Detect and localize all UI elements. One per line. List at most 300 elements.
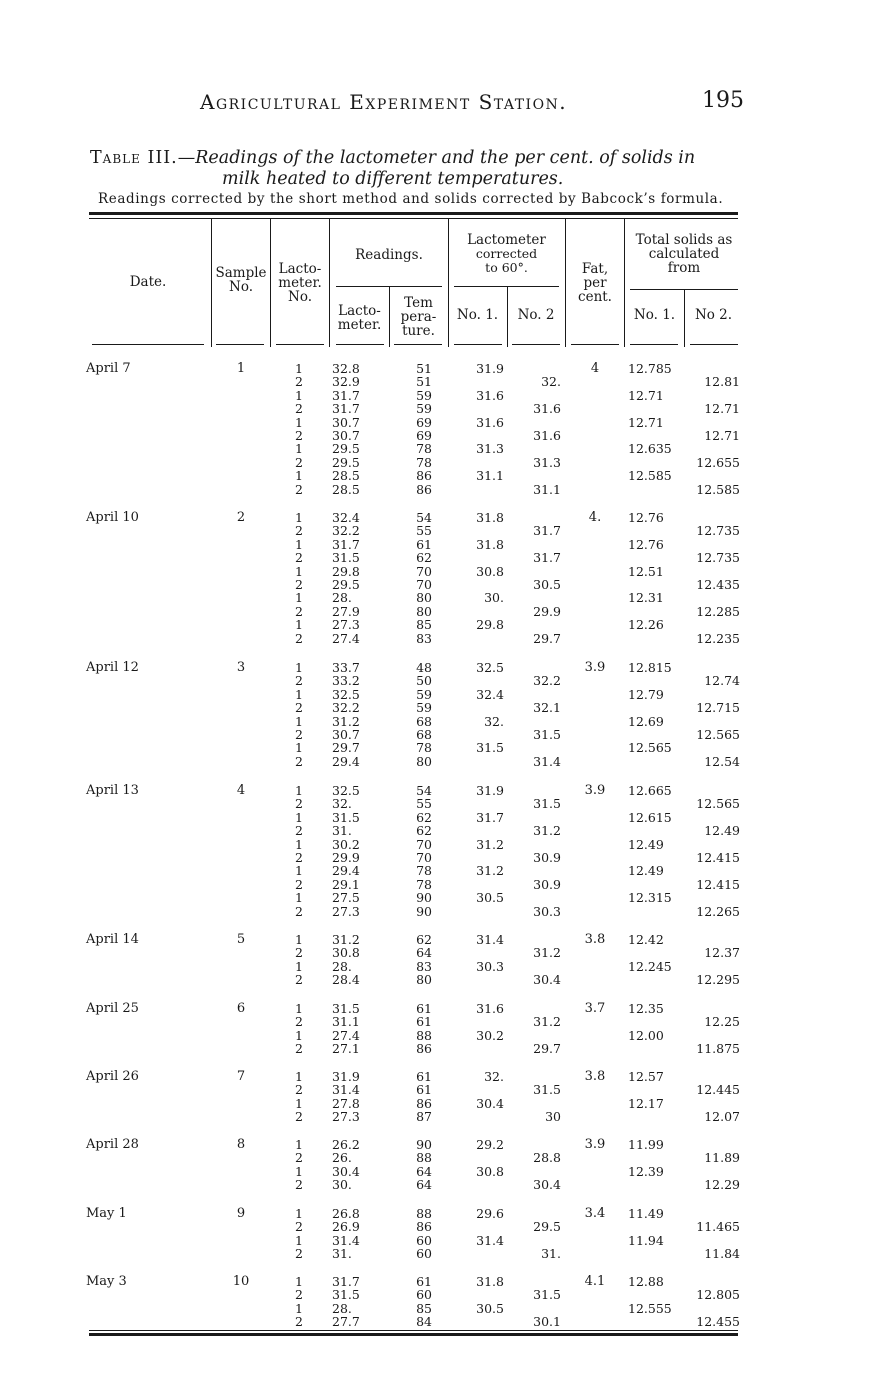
table-cell: 30. (332, 1177, 352, 1193)
table-cell: 31.5 (332, 809, 360, 825)
table-cell: 12.54 (704, 753, 740, 769)
table-cell: 27.7 (332, 1314, 360, 1330)
table-cell: 12.565 (696, 727, 740, 742)
table-cell: 62 (416, 932, 432, 947)
table-cell: 32. (541, 374, 561, 390)
table-cell: 27.4 (332, 1027, 360, 1043)
table-cell: 1 (295, 1095, 303, 1111)
table-cell: 31.6 (533, 401, 561, 417)
table-cell: 86 (416, 1095, 432, 1111)
table-cell: 2 (295, 1014, 303, 1030)
table-cell: 12.715 (696, 700, 740, 716)
table-cell: 29.5 (332, 441, 360, 457)
table-cell: 1 (295, 361, 303, 376)
table-cell: 12.295 (696, 972, 740, 988)
table-cell: 1 (295, 414, 303, 430)
col-header-corrected-no2: No. 2 (517, 307, 555, 323)
table-cell: 2 (295, 401, 303, 417)
table-cell: 27.3 (332, 617, 360, 633)
table-cell: 78 (416, 441, 432, 457)
table-cell: 30.8 (332, 945, 360, 961)
table-cell: 12.49 (628, 863, 664, 879)
running-title: Agricultural Experiment Station. (200, 90, 568, 114)
table-cell: 12.37 (704, 945, 740, 961)
table-cell: 31.9 (476, 361, 504, 376)
header-underline (276, 344, 324, 345)
date-cell: April 10 (86, 510, 139, 525)
header-line: corrected (475, 246, 538, 261)
table-cell: 33.2 (332, 673, 360, 689)
table-cell: 64 (416, 1177, 432, 1193)
table-cell: 32. (484, 1069, 504, 1084)
table-caption-line1: —Readings of the lactometer and the per cent. of solids in (177, 148, 696, 168)
table-cell: 30.7 (332, 428, 360, 443)
table-cell: 31.4 (476, 932, 504, 947)
table-cell: 31.2 (476, 836, 504, 852)
table-cell: 12.49 (628, 836, 664, 852)
table-cell: 1 (295, 932, 303, 947)
table-cell: 12.235 (696, 630, 740, 646)
table-cell: 31.2 (533, 1014, 561, 1030)
top-rule-thin (89, 218, 738, 219)
table-cell: 90 (416, 890, 432, 906)
table-cell: 31.6 (533, 428, 561, 443)
table-cell: 29.4 (332, 863, 360, 879)
header-line: Lacto- (278, 261, 322, 277)
col-header-date: Date. (129, 274, 167, 290)
table-cell: 2 (295, 1109, 303, 1125)
table-cell: 90 (416, 1137, 432, 1152)
table-cell: 2 (295, 876, 303, 892)
table-cell: 2 (295, 630, 303, 646)
table-cell: 83 (416, 958, 432, 974)
table-cell: 61 (416, 536, 432, 552)
col-header-readings-lactometer (330, 304, 389, 332)
table-cell: 30.4 (533, 972, 561, 988)
table-cell: 2 (295, 972, 303, 988)
table-cell: 12.69 (628, 713, 664, 729)
table-cell: 31.7 (332, 536, 360, 552)
table-cell: 32.5 (476, 660, 504, 675)
table-cell: 86 (416, 1041, 432, 1057)
table-cell: 12.51 (628, 563, 664, 579)
table-cell: 1 (295, 863, 303, 879)
bottom-rule-thick (89, 1333, 738, 1336)
table-cell: 12.245 (628, 958, 672, 974)
table-cell: 31.6 (476, 387, 504, 403)
table-cell: 28. (332, 958, 352, 974)
table-cell: 1 (295, 836, 303, 852)
fat-cell: 4 (590, 361, 600, 376)
table-cell: 2 (295, 481, 303, 497)
fat-cell: 3.4 (584, 1206, 606, 1221)
table-cell: 31.5 (533, 1082, 561, 1098)
table-cell: 31.5 (533, 796, 561, 812)
table-cell: 2 (295, 700, 303, 716)
table-cell: 31.2 (533, 823, 561, 839)
fat-cell: 4.1 (584, 1274, 606, 1289)
table-cell: 26. (332, 1150, 352, 1166)
table-cell: 26.8 (332, 1206, 360, 1221)
table-cell: 61 (416, 1274, 432, 1289)
table-cell: 12.31 (628, 590, 664, 606)
table-cell: 59 (416, 401, 432, 417)
table-cell: 12.615 (628, 809, 672, 825)
sample-cell: 8 (236, 1137, 246, 1152)
table-caption-line2: milk heated to different temperatures. (222, 169, 564, 189)
table-cell: 29.5 (332, 577, 360, 592)
table-cell: 31.5 (533, 1287, 561, 1303)
table-cell: 1 (295, 617, 303, 633)
table-cell: 30.8 (476, 1163, 504, 1179)
col-header-corrected-no1: No. 1. (456, 307, 499, 323)
table-cell: 12.815 (628, 660, 672, 675)
table-cell: 32.4 (476, 686, 504, 702)
table-cell: 1 (295, 590, 303, 606)
table-cell: 31.6 (476, 414, 504, 430)
table-cell: 1 (295, 740, 303, 756)
table-cell: 1 (295, 1274, 303, 1289)
table-cell: 31.3 (533, 454, 561, 470)
sample-cell: 9 (236, 1206, 246, 1221)
table-cell: 31.4 (476, 1232, 504, 1248)
table-cell: 31.7 (533, 523, 561, 539)
table-cell: 60 (416, 1232, 432, 1248)
table-cell: 31. (541, 1246, 561, 1262)
table-cell: 60 (416, 1287, 432, 1303)
table-cell: 51 (416, 361, 432, 376)
table-cell: 29.4 (332, 753, 360, 769)
col-header-total-no2: No 2. (694, 307, 733, 323)
table-cell: 31.5 (533, 727, 561, 742)
table-cell: 30 (545, 1109, 561, 1125)
fat-cell: 3.8 (584, 1069, 606, 1084)
table-cell: 12.265 (696, 903, 740, 919)
table-cell: 30.5 (533, 577, 561, 592)
header-line: Lacto- (338, 303, 381, 319)
table-cell: 32.2 (332, 523, 360, 539)
table-cell: 1 (295, 387, 303, 403)
table-cell: 2 (295, 577, 303, 592)
table-cell: 55 (416, 523, 432, 539)
table-cell: 1 (295, 441, 303, 457)
table-cell: 31.7 (476, 809, 504, 825)
table-cell: 2 (295, 1082, 303, 1098)
table-cell: 2 (295, 523, 303, 539)
table-cell: 29.9 (533, 603, 561, 619)
date-cell: April 13 (86, 783, 139, 798)
table-cell: 32.1 (533, 700, 561, 716)
table-cell: 12.35 (628, 1001, 664, 1016)
table-cell: 64 (416, 945, 432, 961)
date-cell: April 12 (86, 660, 139, 675)
table-cell: 30.3 (533, 903, 561, 919)
table-cell: 12.565 (696, 796, 740, 812)
date-cell: April 7 (86, 361, 131, 376)
table-cell: 2 (295, 673, 303, 689)
table-cell: 1 (295, 468, 303, 484)
table-cell: 31.4 (533, 753, 561, 769)
table-cell: 29.9 (332, 850, 360, 865)
table-cell: 2 (295, 603, 303, 619)
table-cell: 12.315 (628, 890, 672, 906)
table-cell: 30.9 (533, 850, 561, 865)
table-cell: 50 (416, 673, 432, 689)
fat-cell: 3.7 (584, 1001, 606, 1016)
table-cell: 31.7 (332, 401, 360, 417)
table-cell: 1 (295, 958, 303, 974)
table-cell: 30.7 (332, 727, 360, 742)
table-cell: 12.785 (628, 361, 672, 376)
table-cell: 29.7 (533, 1041, 561, 1057)
table-cell: 85 (416, 1300, 432, 1316)
table-cell: 12.555 (628, 1300, 672, 1316)
header-underline (336, 344, 384, 345)
table-cell: 31.7 (533, 550, 561, 566)
table-cell: 31.9 (332, 1069, 360, 1084)
table-cell: 32. (484, 713, 504, 729)
table-cell: 90 (416, 903, 432, 919)
table-cell: 62 (416, 823, 432, 839)
table-cell: 30.1 (533, 1314, 561, 1330)
header-line: Total solids as (635, 232, 733, 248)
date-cell: April 26 (86, 1069, 139, 1084)
table-cell: 2 (295, 550, 303, 566)
table-cell: 62 (416, 809, 432, 825)
date-cell: May 3 (86, 1274, 127, 1289)
table-cell: 31.4 (332, 1232, 360, 1248)
table-cell: 12.415 (696, 850, 740, 865)
table-cell: 1 (295, 686, 303, 702)
table-cell: 1 (295, 563, 303, 579)
table-cell: 28.8 (533, 1150, 561, 1166)
table-cell: 78 (416, 863, 432, 879)
table-cell: 29.7 (533, 630, 561, 646)
table-cell: 12.25 (704, 1014, 740, 1030)
table-cell: 2 (295, 823, 303, 839)
table-cell: 31.7 (332, 387, 360, 403)
table-cell: 31.1 (533, 481, 561, 497)
col-header-fat (566, 262, 624, 304)
table-cell: 32.8 (332, 361, 360, 376)
table-cell: 29.2 (476, 1137, 504, 1152)
sample-cell: 1 (236, 361, 246, 376)
table-cell: 59 (416, 700, 432, 716)
table-cell: 80 (416, 753, 432, 769)
table-cell: 2 (295, 1150, 303, 1166)
table-cell: 28.5 (332, 481, 360, 497)
table-title (90, 148, 750, 190)
col-header-readings: Readings. (355, 247, 423, 263)
table-cell: 68 (416, 727, 432, 742)
table-cell: 29.1 (332, 876, 360, 892)
table-cell: 61 (416, 1069, 432, 1084)
table-cell: 11.84 (704, 1246, 740, 1262)
table-cell: 88 (416, 1027, 432, 1043)
table-cell: 12.07 (704, 1109, 740, 1125)
header-line: per (583, 275, 607, 291)
table-cell: 29.5 (533, 1219, 561, 1235)
table-cell: 11.89 (704, 1150, 740, 1166)
table-cell: 30.2 (476, 1027, 504, 1043)
table-cell: 11.94 (628, 1232, 664, 1248)
table-cell: 12.655 (696, 454, 740, 470)
table-cell: 12.71 (704, 401, 740, 417)
sample-cell: 10 (232, 1274, 250, 1289)
table-cell: 12.79 (628, 686, 664, 702)
col-header-corrected (448, 233, 565, 275)
fat-cell: 3.9 (584, 660, 606, 675)
table-cell: 31.6 (476, 1001, 504, 1016)
table-cell: 2 (295, 428, 303, 443)
table-cell: 61 (416, 1014, 432, 1030)
table-cell: 86 (416, 481, 432, 497)
header-underline (394, 344, 442, 345)
table-cell: 60 (416, 1246, 432, 1262)
table-cell: 30.7 (332, 414, 360, 430)
table-cell: 70 (416, 577, 432, 592)
table-cell: 11.49 (628, 1206, 664, 1221)
table-cell: 30.4 (533, 1177, 561, 1193)
table-cell: 2 (295, 1246, 303, 1262)
table-subtitle: Readings corrected by the short method and solids corrected by Babcock’s formula. (98, 191, 724, 207)
table-cell: 2 (295, 903, 303, 919)
table-cell: 29.6 (476, 1206, 504, 1221)
table-cell: 30.4 (476, 1095, 504, 1111)
table-cell: 30.9 (533, 876, 561, 892)
table-cell: 1 (295, 1001, 303, 1016)
header-line: Sample (215, 265, 267, 281)
table-cell: 80 (416, 972, 432, 988)
table-cell: 78 (416, 454, 432, 470)
table-cell: 32.9 (332, 374, 360, 390)
table-cell: 12.76 (628, 510, 664, 525)
table-cell: 61 (416, 1082, 432, 1098)
table-cell: 12.76 (628, 536, 664, 552)
table-cell: 86 (416, 468, 432, 484)
table-cell: 12.585 (628, 468, 672, 484)
table-cell: 11.465 (696, 1219, 740, 1235)
table-cell: 12.565 (628, 740, 672, 756)
header-line: pera- (400, 309, 437, 325)
table-cell: 59 (416, 686, 432, 702)
table-cell: 31.4 (332, 1082, 360, 1098)
table-cell: 87 (416, 1109, 432, 1125)
table-cell: 29.8 (332, 563, 360, 579)
table-cell: 1 (295, 1027, 303, 1043)
table-cell: 31.2 (332, 713, 360, 729)
col-header-lactometer-no (270, 262, 330, 304)
table-cell: 2 (295, 1219, 303, 1235)
table-cell: 32.2 (533, 673, 561, 689)
fat-cell: 3.9 (584, 1137, 606, 1152)
table-cell: 69 (416, 414, 432, 430)
table-cell: 1 (295, 536, 303, 552)
table-cell: 31.8 (476, 1274, 504, 1289)
table-cell: 83 (416, 630, 432, 646)
sample-cell: 6 (236, 1001, 246, 1016)
header-line: ture. (402, 323, 435, 339)
table-cell: 1 (295, 1206, 303, 1221)
table-cell: 32.4 (332, 510, 360, 525)
table-cell: 27.8 (332, 1095, 360, 1111)
table-cell: 70 (416, 563, 432, 579)
table-cell: 2 (295, 945, 303, 961)
table-cell: 31.2 (476, 863, 504, 879)
table-cell: 70 (416, 836, 432, 852)
table-cell: 80 (416, 590, 432, 606)
table-cell: 31. (332, 823, 352, 839)
table-cell: 32. (332, 796, 352, 812)
table-cell: 2 (295, 796, 303, 812)
top-rule-thick (89, 212, 738, 215)
table-cell: 30.2 (332, 836, 360, 852)
table-cell: 64 (416, 1163, 432, 1179)
table-cell: 27.9 (332, 603, 360, 619)
table-cell: 59 (416, 387, 432, 403)
table-cell: 12.635 (628, 441, 672, 457)
table-cell: 12.71 (704, 428, 740, 443)
table-cell: 54 (416, 510, 432, 525)
fat-cell: 4. (588, 510, 602, 525)
table-cell: 1 (295, 783, 303, 798)
table-cell: 28.4 (332, 972, 360, 988)
table-cell: 30. (484, 590, 504, 606)
readings-underline (336, 286, 442, 287)
table-cell: 12.81 (704, 374, 740, 390)
table-cell: 2 (295, 1287, 303, 1303)
table-cell: 26.2 (332, 1137, 360, 1152)
header-line: No. (288, 289, 312, 305)
table-cell: 27.3 (332, 903, 360, 919)
table-cell: 1 (295, 1232, 303, 1248)
table-cell: 12.49 (704, 823, 740, 839)
sample-cell: 7 (236, 1069, 246, 1084)
table-cell: 2 (295, 727, 303, 742)
header-line: calculated (648, 246, 720, 262)
header-underline (690, 344, 738, 345)
table-cell: 31.2 (332, 932, 360, 947)
table-cell: 31.3 (476, 441, 504, 457)
table-cell: 12.735 (696, 523, 740, 539)
table-cell: 11.875 (696, 1041, 740, 1057)
table-cell: 12.88 (628, 1274, 664, 1289)
col-header-sample (211, 266, 271, 294)
table-cell: 28.5 (332, 468, 360, 484)
table-cell: 54 (416, 783, 432, 798)
table-cell: 12.285 (696, 603, 740, 619)
table-cell: 31. (332, 1246, 352, 1262)
table-cell: 88 (416, 1206, 432, 1221)
sample-cell: 2 (236, 510, 246, 525)
table-cell: 12.71 (628, 414, 664, 430)
table-cell: 2 (295, 850, 303, 865)
table-cell: 12.805 (696, 1287, 740, 1303)
header-underline (512, 344, 560, 345)
table-label: Table III. (90, 148, 178, 168)
table-cell: 12.735 (696, 550, 740, 566)
table-cell: 78 (416, 740, 432, 756)
header-line: Tem (404, 295, 433, 311)
table-cell: 1 (295, 1163, 303, 1179)
header-underline (571, 344, 619, 345)
table-cell: 28. (332, 1300, 352, 1316)
table-cell: 29.5 (332, 454, 360, 470)
table-cell: 31.7 (332, 1274, 360, 1289)
table-cell: 30.8 (476, 563, 504, 579)
header-line: meter. (337, 317, 382, 333)
table-cell: 2 (295, 1177, 303, 1193)
